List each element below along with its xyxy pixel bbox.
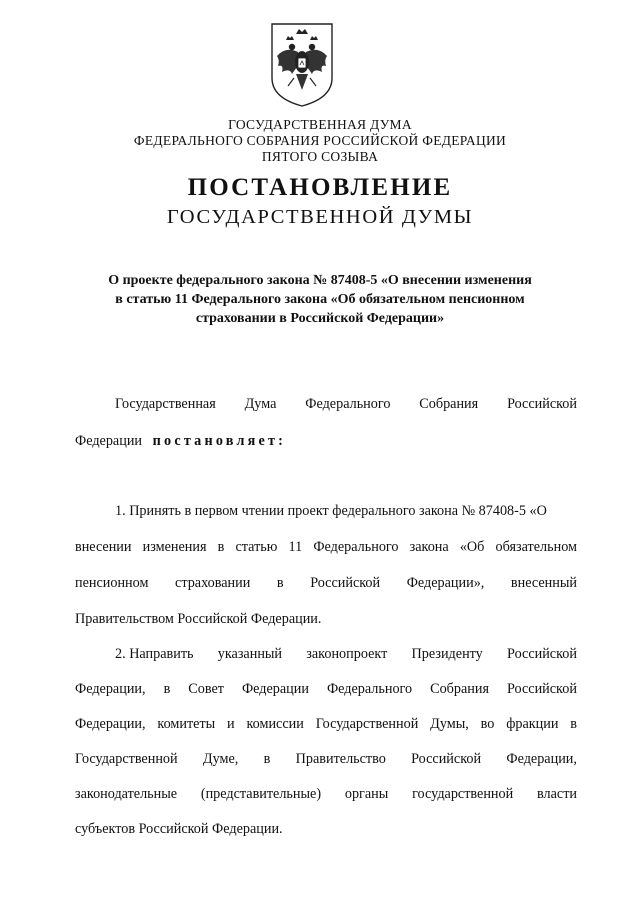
word: Думы, bbox=[430, 716, 469, 732]
org-line-3: ПЯТОГО СОЗЫВА bbox=[261, 149, 379, 164]
document-issuer: ГОСУДАРСТВЕННОЙ ДУМЫ bbox=[166, 206, 474, 228]
word: Федерации, bbox=[75, 681, 146, 697]
word: во bbox=[480, 716, 495, 732]
clause-2-line-6: субъектов Российской Федерации. bbox=[75, 821, 283, 837]
word: Правительство bbox=[295, 751, 386, 767]
clause-2-line-2 bbox=[75, 680, 577, 698]
word: «Об bbox=[459, 539, 485, 555]
word: 2. Направить bbox=[115, 646, 194, 662]
word: внесении bbox=[75, 539, 132, 555]
word: Собрания bbox=[430, 681, 489, 697]
word: закона bbox=[409, 539, 449, 555]
document-type-title: ПОСТАНОВЛЕНИЕ bbox=[187, 174, 453, 201]
org-line-1: ГОСУДАРСТВЕННАЯ ДУМА bbox=[228, 117, 412, 132]
word: комитеты bbox=[157, 716, 216, 732]
word: внесенный bbox=[510, 575, 577, 591]
word: Федерального bbox=[305, 396, 391, 412]
word: 11 bbox=[288, 539, 303, 555]
word: комиссии bbox=[246, 716, 304, 732]
preamble-federation: Федерации bbox=[75, 433, 143, 449]
subject-line-3: страховании в Российской Федерации» bbox=[195, 311, 445, 326]
clause-2-line-4 bbox=[75, 750, 577, 768]
clause-1-line-1: 1. Принять в первом чтении проект федерального закона № 87408-5 «О bbox=[115, 503, 547, 519]
clause-1-line-2 bbox=[75, 538, 577, 556]
word: Государственная bbox=[115, 396, 216, 412]
word: законодательные bbox=[75, 786, 178, 802]
clause-2-line-1 bbox=[115, 645, 577, 663]
word: Президенту bbox=[411, 646, 483, 662]
word: фракции bbox=[506, 716, 559, 732]
word: в bbox=[217, 539, 225, 555]
clause-2-line-5 bbox=[75, 785, 577, 803]
word: в bbox=[276, 575, 284, 591]
word: Федерации», bbox=[406, 575, 485, 591]
word: статью bbox=[235, 539, 278, 555]
word: в bbox=[163, 681, 171, 697]
word: в bbox=[263, 751, 271, 767]
word: и bbox=[227, 716, 235, 732]
word: Думе, bbox=[202, 751, 239, 767]
word: страховании bbox=[175, 575, 251, 591]
word: Государственной bbox=[315, 716, 419, 732]
word: Федерального bbox=[326, 681, 413, 697]
word: Российской bbox=[507, 681, 577, 697]
word: Российской bbox=[507, 396, 577, 412]
word: указанный bbox=[217, 646, 283, 662]
word: Совет bbox=[188, 681, 224, 697]
subject-line-1: О проекте федерального закона № 87408-5 «О внесении изменения bbox=[108, 273, 532, 288]
word: (представительные) bbox=[200, 786, 322, 802]
russian-coat-of-arms-icon bbox=[268, 20, 336, 108]
word: Федерации, bbox=[506, 751, 577, 767]
preamble-line-1 bbox=[115, 395, 577, 413]
word: Российской bbox=[507, 646, 577, 662]
word: Федерального bbox=[313, 539, 399, 555]
preamble-line-2 bbox=[75, 432, 286, 450]
clause-2-line-3 bbox=[75, 715, 577, 733]
clause-1-line-4: Правительством Российской Федерации. bbox=[75, 611, 322, 627]
word: Российской bbox=[411, 751, 482, 767]
word: Федерации bbox=[241, 681, 309, 697]
word: государственной bbox=[412, 786, 514, 802]
word: Собрания bbox=[419, 396, 479, 412]
decree-word: постановляет: bbox=[152, 433, 287, 449]
word: в bbox=[570, 716, 577, 732]
word: пенсионном bbox=[75, 575, 149, 591]
org-line-2: ФЕДЕРАЛЬНОГО СОБРАНИЯ РОССИЙСКОЙ ФЕДЕРАЦИИ bbox=[133, 133, 507, 148]
subject-line-2: в статью 11 Федерального закона «Об обязательном пенсионном bbox=[115, 292, 525, 307]
word: органы bbox=[344, 786, 389, 802]
clause-1-line-3 bbox=[75, 574, 577, 592]
word: Российской bbox=[310, 575, 381, 591]
word: законопроект bbox=[306, 646, 388, 662]
word: Государственной bbox=[75, 751, 178, 767]
word: Дума bbox=[244, 396, 277, 412]
word: Федерации, bbox=[75, 716, 146, 732]
word: изменения bbox=[142, 539, 207, 555]
word: власти bbox=[537, 786, 577, 802]
word: обязательном bbox=[495, 539, 577, 555]
